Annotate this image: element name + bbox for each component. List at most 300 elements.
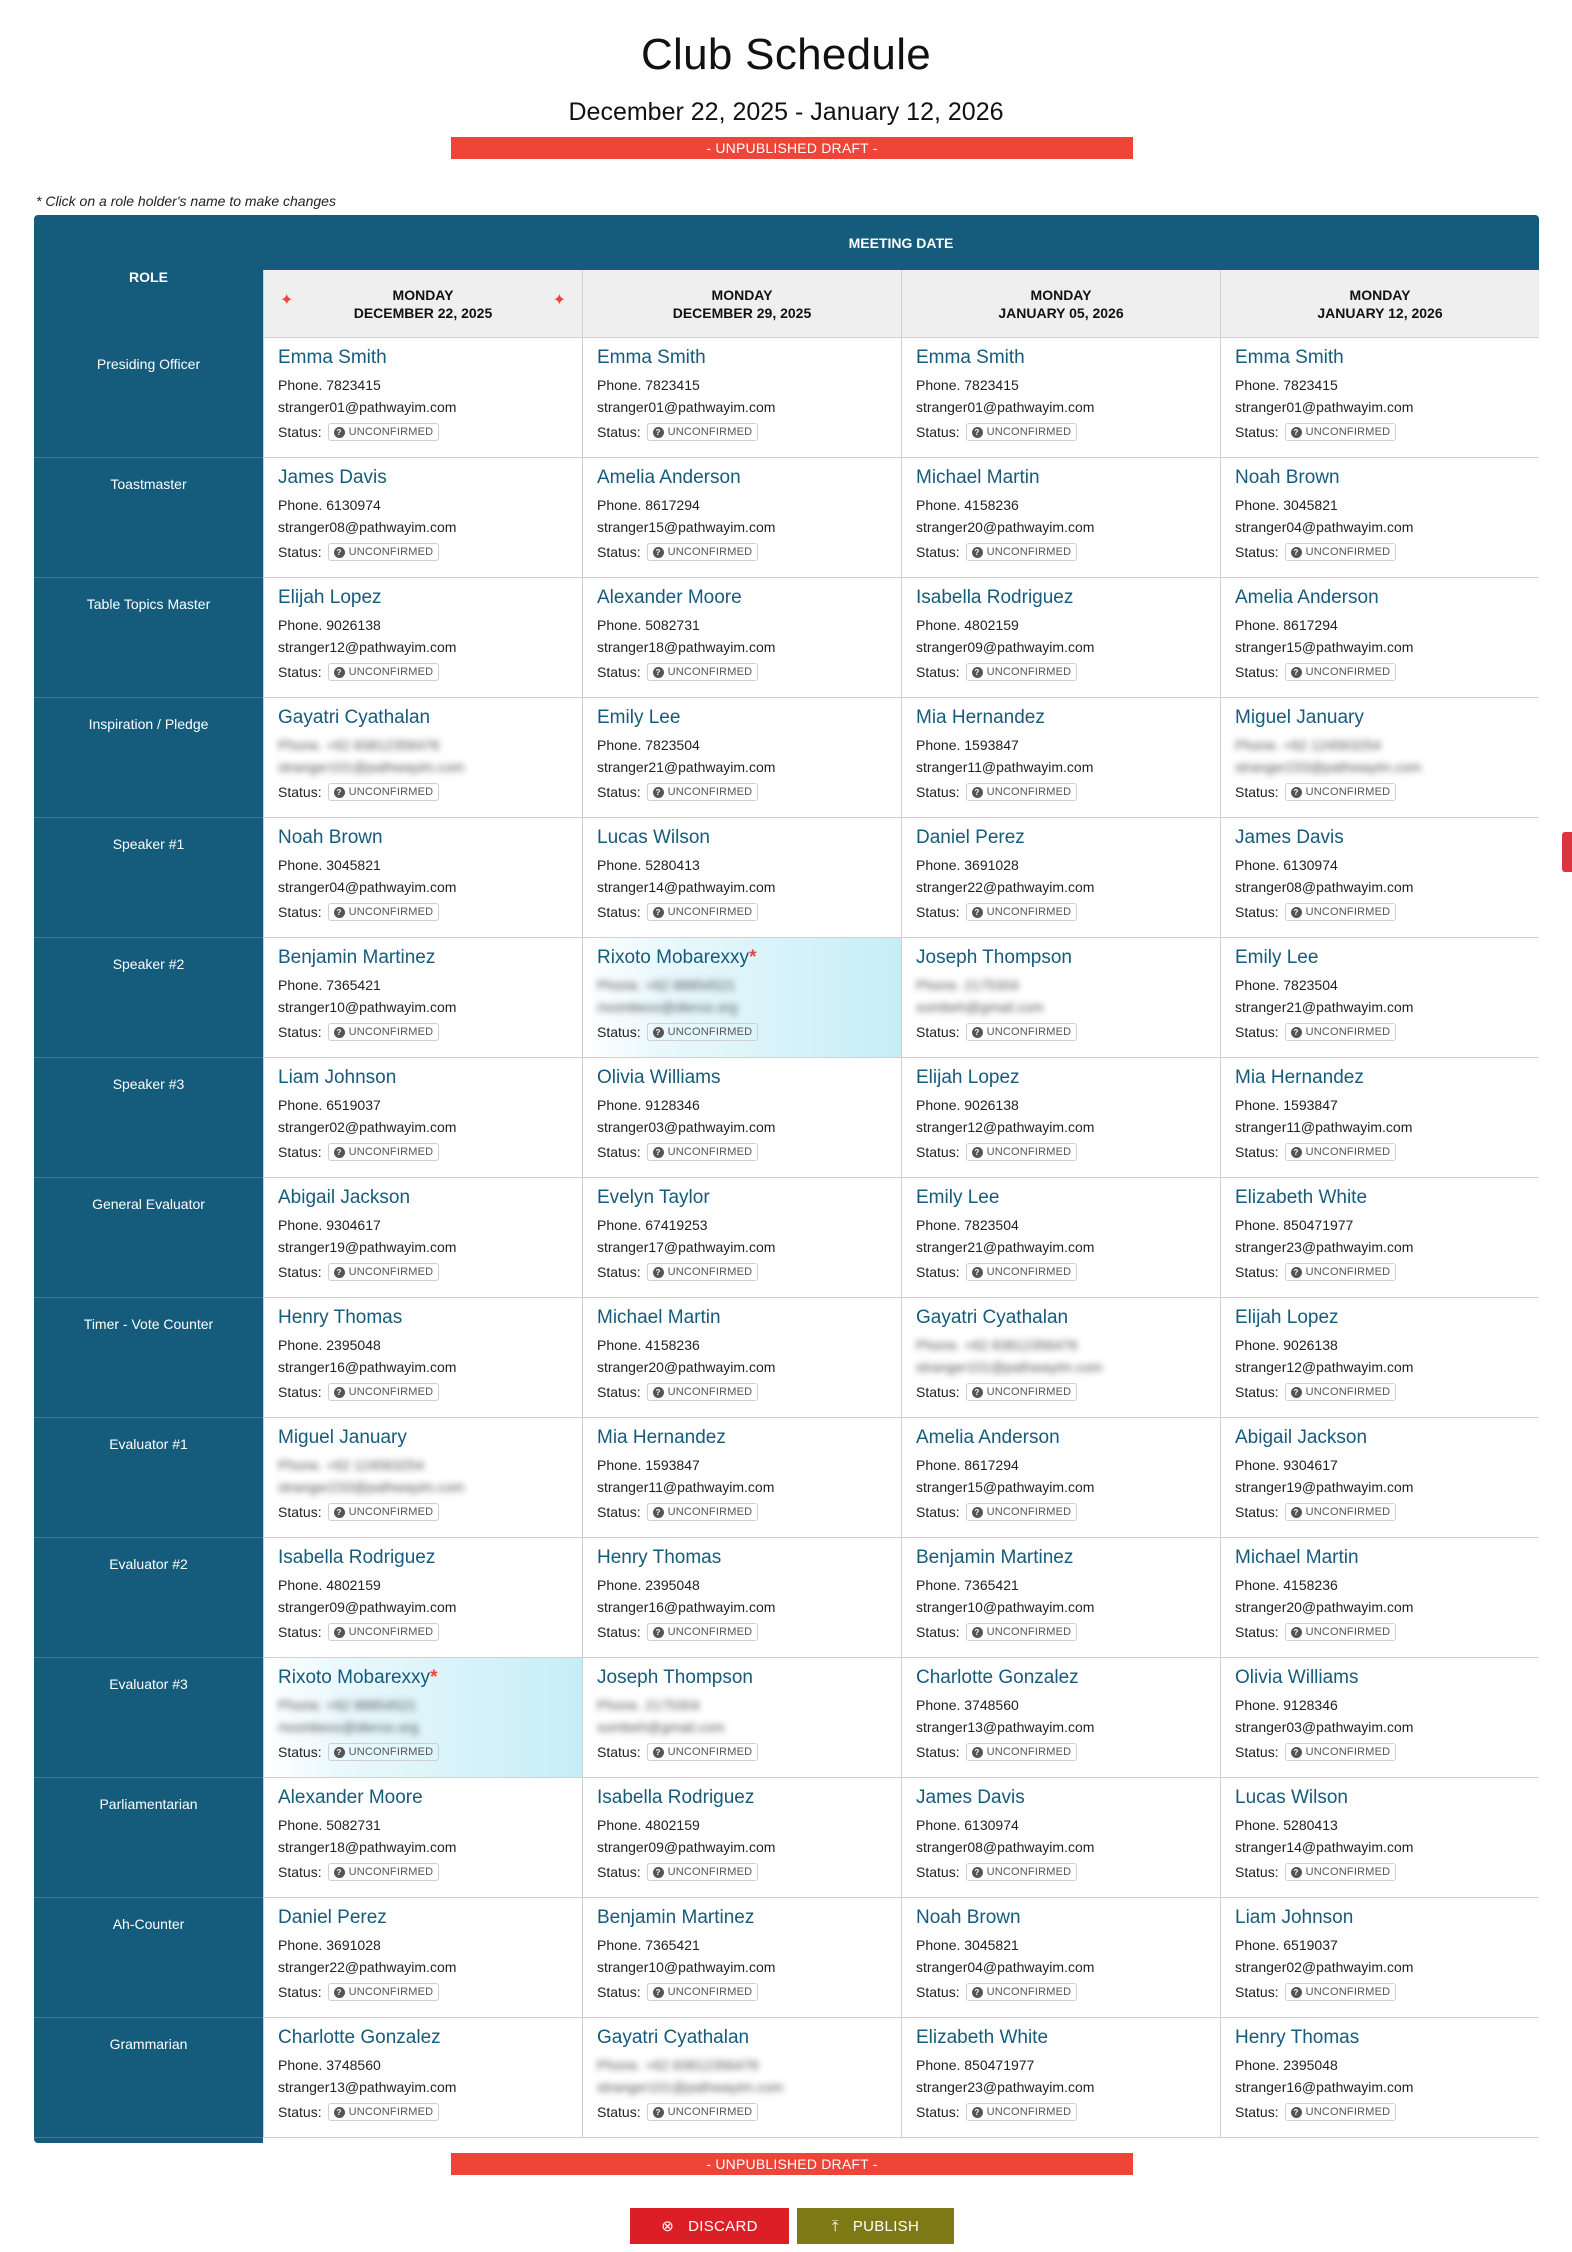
role-holder-cell xyxy=(1220,818,1539,938)
role-holder-email: stranger09@pathwayim.com xyxy=(916,639,1095,655)
status-line xyxy=(916,1622,1206,1642)
role-holder-cell xyxy=(901,458,1220,578)
status-badge xyxy=(647,1623,759,1641)
role-holder-name-link[interactable] xyxy=(278,946,568,970)
question-icon: ? xyxy=(334,2107,345,2118)
role-holder-phone: Phone. 6519037 xyxy=(1235,1937,1338,1953)
status-text: UNCONFIRMED xyxy=(986,546,1072,558)
status-line xyxy=(916,1982,1206,2002)
role-holder-name-link[interactable] xyxy=(278,1666,568,1690)
question-icon: ? xyxy=(972,2107,983,2118)
status-badge xyxy=(647,663,759,681)
role-holder-email: stranger12@pathwayim.com xyxy=(1235,1359,1414,1375)
role-holder-email: stranger23@pathwayim.com xyxy=(916,2079,1095,2095)
day-header xyxy=(901,270,1220,338)
circle-x-icon: ⊗ xyxy=(661,2218,675,2235)
role-holder-name-link[interactable] xyxy=(278,346,568,370)
role-holder-email: stranger11@pathwayim.com xyxy=(597,1479,775,1495)
role-holder-phone: Phone. 5280413 xyxy=(597,857,700,873)
status-text: UNCONFIRMED xyxy=(1305,786,1391,798)
role-holder-cell xyxy=(582,1538,901,1658)
role-holder-name-link[interactable] xyxy=(1235,826,1525,850)
role-holder-name: Benjamin Martinez xyxy=(278,947,436,968)
role-holder-name-link[interactable] xyxy=(597,1906,887,1930)
status-text: UNCONFIRMED xyxy=(348,1506,434,1518)
role-holder-email: stranger16@pathwayim.com xyxy=(1235,2079,1414,2095)
role-holder-name-link[interactable] xyxy=(597,1066,887,1090)
status-line xyxy=(916,662,1206,682)
role-holder-cell xyxy=(582,1418,901,1538)
role-holder-name-link[interactable] xyxy=(597,1546,887,1570)
role-holder-cell xyxy=(263,1418,582,1538)
role-label: General Evaluator xyxy=(34,1178,263,1298)
status-label: Status: xyxy=(597,1864,641,1880)
role-holder-name-link[interactable] xyxy=(1235,586,1525,610)
status-label: Status: xyxy=(916,1984,960,2000)
role-holder-phone: Phone. 7365421 xyxy=(597,1937,700,1953)
status-badge xyxy=(328,2103,440,2121)
role-holder-cell xyxy=(582,698,901,818)
status-text: UNCONFIRMED xyxy=(1305,1746,1391,1758)
role-holder-phone: Phone. 7823504 xyxy=(916,1217,1019,1233)
role-holder-phone: Phone. 850471977 xyxy=(916,2057,1035,2073)
question-icon: ? xyxy=(972,787,983,798)
role-holder-name: Isabella Rodriguez xyxy=(597,1787,755,1808)
role-column-header: ROLE xyxy=(34,215,263,338)
role-holder-name: Gayatri Cyathalan xyxy=(597,2027,750,2048)
status-badge xyxy=(966,903,1078,921)
status-line xyxy=(597,542,887,562)
role-holder-name: Elijah Lopez xyxy=(1235,1307,1339,1328)
role-holder-name: Olivia Williams xyxy=(597,1067,721,1088)
role-holder-cell xyxy=(901,1538,1220,1658)
role-holder-cell xyxy=(1220,1418,1539,1538)
meeting-date-header: MEETING DATE xyxy=(263,215,1539,270)
question-icon: ? xyxy=(1291,907,1302,918)
status-badge xyxy=(1285,423,1397,441)
status-label: Status: xyxy=(916,1144,960,1160)
status-text: UNCONFIRMED xyxy=(667,426,753,438)
status-badge xyxy=(647,1023,759,1041)
role-holder-cell xyxy=(901,1298,1220,1418)
status-badge xyxy=(328,543,440,561)
role-holder-phone: Phone. 5082731 xyxy=(597,617,700,633)
question-icon: ? xyxy=(334,907,345,918)
role-label: Speaker #2 xyxy=(34,938,263,1058)
role-holder-name-link[interactable] xyxy=(597,1306,887,1330)
role-holder-cell xyxy=(582,578,901,698)
role-holder-email: stranger14@pathwayim.com xyxy=(597,879,776,895)
status-badge xyxy=(966,1623,1078,1641)
status-text: UNCONFIRMED xyxy=(1305,666,1391,678)
question-icon: ? xyxy=(1291,1507,1302,1518)
status-line xyxy=(1235,1382,1525,1402)
question-icon: ? xyxy=(972,1507,983,1518)
role-holder-name-link[interactable] xyxy=(597,1666,887,1690)
role-holder-name-link[interactable] xyxy=(597,826,887,850)
role-holder-email: stranger19@pathwayim.com xyxy=(278,1239,457,1255)
status-text: UNCONFIRMED xyxy=(667,1746,753,1758)
upload-arrow-icon: ⤒ xyxy=(831,2217,839,2235)
role-holder-name-link[interactable] xyxy=(597,1786,887,1810)
role-holder-email: stranger22@pathwayim.com xyxy=(278,1959,457,1975)
role-label: Inspiration / Pledge xyxy=(34,698,263,818)
status-label: Status: xyxy=(278,424,322,440)
role-holder-name: Abigail Jackson xyxy=(1235,1427,1368,1448)
status-line xyxy=(597,1862,887,1882)
question-icon: ? xyxy=(653,667,664,678)
role-holder-name-link[interactable] xyxy=(916,1906,1206,1930)
status-text: UNCONFIRMED xyxy=(986,786,1072,798)
status-badge xyxy=(328,1983,440,2001)
role-holder-email: stranger09@pathwayim.com xyxy=(597,1839,776,1855)
role-holder-name-link[interactable] xyxy=(597,2026,887,2050)
role-holder-cell xyxy=(901,1058,1220,1178)
status-line xyxy=(278,1862,568,1882)
status-label: Status: xyxy=(916,784,960,800)
role-label: Evaluator #3 xyxy=(34,1658,263,1778)
role-holder-name-link[interactable] xyxy=(1235,1906,1525,1930)
question-icon: ? xyxy=(653,1387,664,1398)
status-text: UNCONFIRMED xyxy=(348,1626,434,1638)
status-badge xyxy=(1285,543,1397,561)
status-badge xyxy=(647,423,759,441)
status-label: Status: xyxy=(278,1504,322,1520)
role-label: Evaluator #2 xyxy=(34,1538,263,1658)
role-holder-phone: Phone. 5082731 xyxy=(278,1817,381,1833)
role-holder-name-link[interactable] xyxy=(278,1186,568,1210)
role-holder-name-link[interactable] xyxy=(916,1306,1206,1330)
status-label: Status: xyxy=(278,664,322,680)
role-holder-name-link[interactable] xyxy=(916,346,1206,370)
status-text: UNCONFIRMED xyxy=(1305,1626,1391,1638)
status-label: Status: xyxy=(597,664,641,680)
role-label: Parliamentarian xyxy=(34,1778,263,1898)
status-text: UNCONFIRMED xyxy=(986,1146,1072,1158)
question-icon: ? xyxy=(972,1987,983,1998)
role-holder-name-link[interactable] xyxy=(278,826,568,850)
role-holder-name-link[interactable] xyxy=(597,946,887,970)
discard-button[interactable] xyxy=(630,2208,789,2244)
role-holder-name-link[interactable] xyxy=(278,1306,568,1330)
role-holder-name: Emma Smith xyxy=(597,347,706,368)
role-holder-name-link[interactable] xyxy=(1235,1666,1525,1690)
role-holder-cell xyxy=(263,1778,582,1898)
status-label: Status: xyxy=(597,424,641,440)
role-holder-name-link[interactable] xyxy=(278,1066,568,1090)
status-text: UNCONFIRMED xyxy=(667,786,753,798)
status-line xyxy=(278,1262,568,1282)
role-holder-phone: Phone. 5280413 xyxy=(1235,1817,1338,1833)
role-holder-name: Daniel Perez xyxy=(916,827,1025,848)
status-line xyxy=(1235,902,1525,922)
status-text: UNCONFIRMED xyxy=(667,666,753,678)
status-label: Status: xyxy=(916,1264,960,1280)
role-label: Timer - Vote Counter xyxy=(34,1298,263,1418)
role-holder-phone: Phone. 8617294 xyxy=(1235,617,1338,633)
role-holder-phone: Phone. +62 83812356476 xyxy=(278,737,440,753)
role-holder-phone: Phone. 9026138 xyxy=(278,617,381,633)
role-holder-name-link[interactable] xyxy=(916,1426,1206,1450)
role-holder-name-link[interactable] xyxy=(597,706,887,730)
role-holder-name-link[interactable] xyxy=(1235,466,1525,490)
status-label: Status: xyxy=(597,784,641,800)
role-holder-name-link[interactable] xyxy=(1235,1786,1525,1810)
role-holder-email: stranger18@pathwayim.com xyxy=(597,639,776,655)
status-text: UNCONFIRMED xyxy=(986,426,1072,438)
role-holder-name: Evelyn Taylor xyxy=(597,1187,710,1208)
status-label: Status: xyxy=(597,1504,641,1520)
role-holder-name-link[interactable] xyxy=(278,1426,568,1450)
role-holder-cell xyxy=(263,578,582,698)
role-holder-email: stranger12@pathwayim.com xyxy=(278,639,457,655)
side-feedback-tab[interactable] xyxy=(1562,832,1572,872)
status-text: UNCONFIRMED xyxy=(986,2106,1072,2118)
role-holder-name: James Davis xyxy=(1235,827,1344,848)
role-holder-name-link[interactable] xyxy=(916,1066,1206,1090)
role-holder-name-link[interactable] xyxy=(1235,1186,1525,1210)
question-icon: ? xyxy=(653,1987,664,1998)
role-holder-email: rixombexx@dierox.org xyxy=(278,1719,419,1735)
status-line xyxy=(278,1502,568,1522)
status-badge xyxy=(328,1743,440,1761)
status-line xyxy=(916,1382,1206,1402)
day-date: DECEMBER 29, 2025 xyxy=(672,304,812,321)
role-holder-email: stranger09@pathwayim.com xyxy=(278,1599,457,1615)
role-holder-name-link[interactable] xyxy=(278,706,568,730)
role-holder-name-link[interactable] xyxy=(916,586,1206,610)
role-holder-name-link[interactable] xyxy=(1235,1426,1525,1450)
day-date: JANUARY 05, 2026 xyxy=(998,304,1124,321)
status-badge xyxy=(647,543,759,561)
role-holder-name-link[interactable] xyxy=(916,2026,1206,2050)
role-holder-name-link[interactable] xyxy=(1235,1306,1525,1330)
status-text: UNCONFIRMED xyxy=(667,1266,753,1278)
day-header xyxy=(1220,270,1539,338)
status-label: Status: xyxy=(597,1384,641,1400)
role-holder-email: stranger02@pathwayim.com xyxy=(1235,1959,1414,1975)
status-text: UNCONFIRMED xyxy=(986,1626,1072,1638)
status-badge xyxy=(1285,1863,1397,1881)
role-holder-name-link[interactable] xyxy=(278,1786,568,1810)
sparkle-icon: ✦ xyxy=(552,292,566,309)
role-holder-name-link[interactable] xyxy=(278,2026,568,2050)
role-holder-name: James Davis xyxy=(278,467,387,488)
role-holder-email: stranger03@pathwayim.com xyxy=(597,1119,776,1135)
status-text: UNCONFIRMED xyxy=(348,1146,434,1158)
status-label: Status: xyxy=(916,904,960,920)
status-line xyxy=(597,902,887,922)
publish-button[interactable] xyxy=(797,2208,954,2244)
day-weekday: MONDAY xyxy=(1349,286,1411,303)
status-line xyxy=(278,662,568,682)
status-text: UNCONFIRMED xyxy=(667,1626,753,1638)
question-icon: ? xyxy=(1291,667,1302,678)
role-holder-cell xyxy=(901,1778,1220,1898)
day-date: DECEMBER 22, 2025 xyxy=(353,304,493,321)
role-column xyxy=(34,338,263,2143)
role-holder-cell xyxy=(582,1658,901,1778)
status-badge xyxy=(328,1383,440,1401)
role-holder-name-link[interactable] xyxy=(1235,1066,1525,1090)
role-holder-name: Miguel January xyxy=(1235,707,1364,728)
role-holder-name: Gayatri Cyathalan xyxy=(916,1307,1069,1328)
role-holder-name-link[interactable] xyxy=(916,1666,1206,1690)
status-label: Status: xyxy=(278,1384,322,1400)
status-label: Status: xyxy=(1235,904,1279,920)
role-holder-cell xyxy=(901,938,1220,1058)
status-badge xyxy=(328,903,440,921)
role-holder-email: stranger08@pathwayim.com xyxy=(1235,879,1414,895)
role-holder-name: Miguel January xyxy=(278,1427,407,1448)
role-holder-cell xyxy=(1220,1178,1539,1298)
role-holder-phone: Phone. 4802159 xyxy=(597,1817,700,1833)
status-badge xyxy=(647,1863,759,1881)
role-holder-phone: Phone. 3691028 xyxy=(278,1937,381,1953)
role-holder-name-link[interactable] xyxy=(278,466,568,490)
role-holder-cell xyxy=(263,818,582,938)
role-holder-name-link[interactable] xyxy=(278,1546,568,1570)
status-text: UNCONFIRMED xyxy=(986,1866,1072,1878)
role-holder-name-link[interactable] xyxy=(1235,706,1525,730)
status-line xyxy=(278,1742,568,1762)
status-text: UNCONFIRMED xyxy=(348,1866,434,1878)
role-holder-phone: Phone. +62 88854521 xyxy=(597,977,736,993)
question-icon: ? xyxy=(972,1267,983,1278)
role-holder-name-link[interactable] xyxy=(1235,2026,1525,2050)
role-holder-name: Benjamin Martinez xyxy=(597,1907,755,1928)
question-icon: ? xyxy=(653,1747,664,1758)
role-holder-phone: Phone. 3691028 xyxy=(916,857,1019,873)
question-icon: ? xyxy=(334,787,345,798)
role-holder-cell xyxy=(1220,2018,1539,2138)
status-badge xyxy=(328,663,440,681)
status-text: UNCONFIRMED xyxy=(348,906,434,918)
role-holder-name: Benjamin Martinez xyxy=(916,1547,1074,1568)
role-holder-name: Mia Hernandez xyxy=(1235,1067,1364,1088)
role-holder-name-link[interactable] xyxy=(916,1546,1206,1570)
role-holder-email: stranger11@pathwayim.com xyxy=(916,759,1094,775)
question-icon: ? xyxy=(334,1027,345,1038)
role-holder-email: stranger08@pathwayim.com xyxy=(916,1839,1095,1855)
role-holder-name-link[interactable] xyxy=(597,586,887,610)
role-holder-name-link[interactable] xyxy=(597,346,887,370)
role-holder-name-link[interactable] xyxy=(597,1426,887,1450)
status-badge xyxy=(966,1023,1078,1041)
status-line xyxy=(916,1022,1206,1042)
role-holder-phone: Phone. 4802159 xyxy=(916,617,1019,633)
role-holder-email: stranger01@pathwayim.com xyxy=(278,399,457,415)
day-header xyxy=(263,270,582,338)
role-holder-email: stranger08@pathwayim.com xyxy=(278,519,457,535)
role-holder-name-link[interactable] xyxy=(916,1186,1206,1210)
role-holder-email: stranger21@pathwayim.com xyxy=(1235,999,1414,1015)
status-line xyxy=(597,1142,887,1162)
role-holder-name: Alexander Moore xyxy=(597,587,742,608)
schedule-table xyxy=(34,215,1539,2143)
role-holder-email: stranger17@pathwayim.com xyxy=(597,1239,776,1255)
role-label: Presiding Officer xyxy=(34,338,263,458)
role-holder-phone: Phone. 7365421 xyxy=(916,1577,1019,1593)
status-label: Status: xyxy=(916,1024,960,1040)
role-holder-name-link[interactable] xyxy=(916,466,1206,490)
status-line xyxy=(1235,1142,1525,1162)
role-holder-phone: Phone. 6130974 xyxy=(278,497,381,513)
role-holder-cell xyxy=(582,338,901,458)
role-holder-name: Charlotte Gonzalez xyxy=(916,1667,1079,1688)
role-holder-name-link[interactable] xyxy=(597,466,887,490)
role-holder-name-link[interactable] xyxy=(1235,346,1525,370)
status-badge xyxy=(966,423,1078,441)
status-text: UNCONFIRMED xyxy=(1305,1386,1391,1398)
role-holder-name-link[interactable] xyxy=(916,826,1206,850)
role-holder-cell xyxy=(582,2018,901,2138)
status-line xyxy=(597,1262,887,1282)
role-holder-name: Noah Brown xyxy=(278,827,383,848)
role-holder-phone: Phone. 7823504 xyxy=(1235,977,1338,993)
question-icon: ? xyxy=(1291,1267,1302,1278)
status-badge xyxy=(647,1263,759,1281)
role-holder-name-link[interactable] xyxy=(278,1906,568,1930)
role-holder-phone: Phone. 7823504 xyxy=(597,737,700,753)
role-holder-cell xyxy=(263,1898,582,2018)
role-holder-email: stranger20@pathwayim.com xyxy=(597,1359,776,1375)
role-holder-name-link[interactable] xyxy=(278,586,568,610)
status-line xyxy=(278,1382,568,1402)
status-text: UNCONFIRMED xyxy=(348,2106,434,2118)
guest-marker: * xyxy=(749,947,757,968)
status-text: UNCONFIRMED xyxy=(1305,1866,1391,1878)
status-text: UNCONFIRMED xyxy=(986,1746,1072,1758)
role-holder-phone: Phone. 9304617 xyxy=(1235,1457,1338,1473)
role-holder-phone: Phone. 9026138 xyxy=(1235,1337,1338,1353)
role-holder-name: Michael Martin xyxy=(1235,1547,1359,1568)
status-line xyxy=(1235,542,1525,562)
publish-label: PUBLISH xyxy=(852,2217,920,2235)
status-line xyxy=(916,1862,1206,1882)
role-holder-cell xyxy=(1220,458,1539,578)
question-icon: ? xyxy=(1291,1027,1302,1038)
role-holder-cell xyxy=(263,2018,582,2138)
status-label: Status: xyxy=(1235,664,1279,680)
role-holder-email: stranger13@pathwayim.com xyxy=(278,2079,457,2095)
role-holder-name-link[interactable] xyxy=(916,706,1206,730)
role-holder-phone: Phone. 4158236 xyxy=(916,497,1019,513)
role-holder-email: stranger14@pathwayim.com xyxy=(1235,1839,1414,1855)
role-holder-name: Charlotte Gonzalez xyxy=(278,2027,441,2048)
question-icon: ? xyxy=(1291,787,1302,798)
role-holder-name: Noah Brown xyxy=(1235,467,1340,488)
role-holder-email: stranger101@pathwayim.com xyxy=(916,1359,1103,1375)
role-holder-name: Emily Lee xyxy=(916,1187,1000,1208)
status-text: UNCONFIRMED xyxy=(348,1986,434,1998)
role-holder-email: stranger16@pathwayim.com xyxy=(278,1359,457,1375)
role-holder-name-link[interactable] xyxy=(597,1186,887,1210)
role-holder-email: stranger18@pathwayim.com xyxy=(278,1839,457,1855)
role-holder-name-link[interactable] xyxy=(916,1786,1206,1810)
role-holder-phone: Phone. 4158236 xyxy=(597,1337,700,1353)
role-holder-name-link[interactable] xyxy=(916,946,1206,970)
status-label: Status: xyxy=(1235,1264,1279,1280)
question-icon: ? xyxy=(653,787,664,798)
role-holder-phone: Phone. 2395048 xyxy=(1235,2057,1338,2073)
role-holder-name-link[interactable] xyxy=(1235,946,1525,970)
role-holder-email: stranger233@pathwayim.com xyxy=(1235,759,1422,775)
role-holder-name: Elizabeth White xyxy=(1235,1187,1368,1208)
role-holder-email: stranger22@pathwayim.com xyxy=(916,879,1095,895)
status-label: Status: xyxy=(1235,1504,1279,1520)
role-holder-name-link[interactable] xyxy=(1235,1546,1525,1570)
